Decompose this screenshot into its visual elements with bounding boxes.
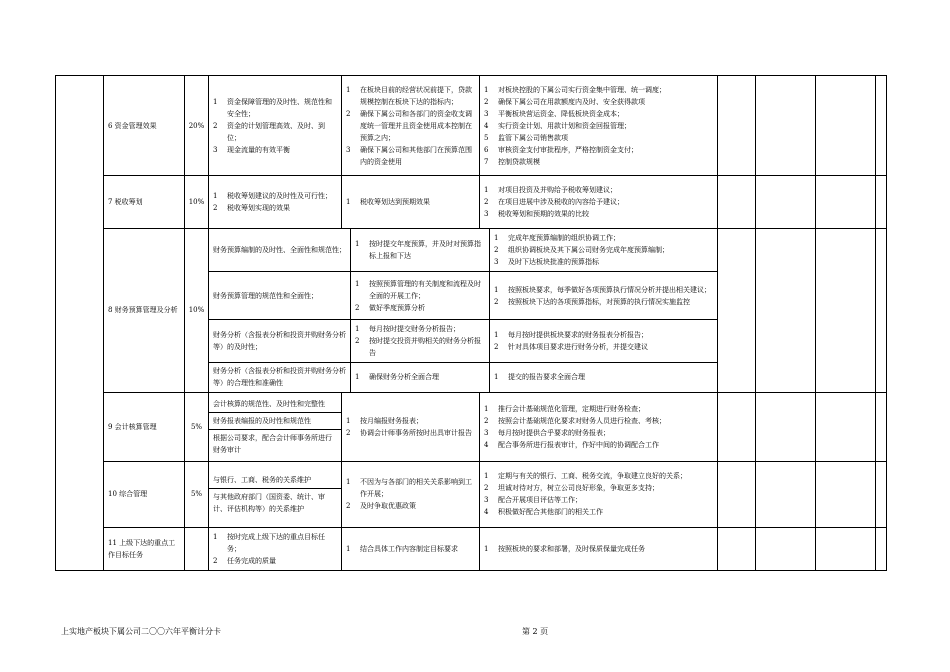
item-text: 按时提交投资并购相关的财务分析报告 <box>369 337 481 357</box>
list-item <box>494 296 713 308</box>
list-item <box>494 341 713 353</box>
list-item <box>355 323 485 335</box>
item-text: 现金流量的有效平衡 <box>227 145 290 154</box>
sub-row <box>209 429 341 458</box>
list-item <box>484 156 713 168</box>
target-list <box>342 540 479 558</box>
item-text: 坦诚对待对方，树立公司良好形象，争取更多支持； <box>498 484 659 492</box>
item-number: 4 <box>484 440 489 449</box>
sub-row <box>209 396 341 413</box>
list-item <box>355 302 485 314</box>
item-text: 组织协调板块及其下属公司财务完成年度预算编制； <box>508 246 669 254</box>
item-number: 1 <box>494 373 499 382</box>
standard-sub-table <box>209 472 341 517</box>
item-number: 2 <box>346 109 351 118</box>
list-item <box>346 476 475 500</box>
measure-cell <box>490 363 718 392</box>
sub-row <box>209 229 717 272</box>
standard-sub-table <box>209 396 341 458</box>
target-list <box>342 473 479 515</box>
standard-text: 财务分析（含报表分析和投资并购财务分析等）的合理性和准确性 <box>209 363 351 392</box>
score-cell-a <box>718 176 756 229</box>
target-list <box>351 368 489 386</box>
standard-list <box>209 93 341 159</box>
scorecard-table <box>55 75 887 571</box>
item-number: 2 <box>494 343 499 351</box>
page-number: 第 2 页 <box>522 627 549 636</box>
list-item <box>484 144 713 156</box>
list-item <box>355 278 485 302</box>
indicator-name: 9 会计核算管理 <box>104 392 185 461</box>
target-cell <box>351 320 490 363</box>
item-text: 做好季度预算分析 <box>369 303 425 312</box>
score-cell-b <box>756 461 816 527</box>
target-list <box>342 193 479 211</box>
item-number: 1 <box>346 416 351 425</box>
list-item <box>346 427 475 439</box>
item-text: 每月按时提交财务分析报告； <box>369 325 460 333</box>
score-cell-b <box>756 176 816 229</box>
score-cell-c <box>816 76 876 176</box>
measure-cell <box>490 272 718 320</box>
measure-cell <box>480 392 718 461</box>
item-number: 2 <box>355 337 360 345</box>
table-row <box>56 229 887 393</box>
item-text: 针对具体项目要求进行财务分析，并提交建议 <box>508 343 648 351</box>
item-number: 2 <box>213 204 218 212</box>
score-cell-d <box>876 527 887 570</box>
item-text: 按照板块的要求和部署，及时保质保量完成任务 <box>498 544 645 553</box>
item-text: 按时完成上级下达的重点目标任务； <box>227 532 325 553</box>
item-text: 资金的计划管理高效、及时、到位； <box>227 121 325 142</box>
standard-text: 会计核算的规范性、及时性和完整性 <box>209 396 341 413</box>
item-text: 按月编报财务报表； <box>360 416 423 425</box>
list-item <box>484 196 713 208</box>
item-text: 结合具体工作内容制定目标要求 <box>360 544 458 553</box>
score-cell-d <box>876 76 887 176</box>
target-list <box>351 275 489 317</box>
list-item <box>355 371 485 383</box>
target-cell <box>342 527 480 570</box>
target-list <box>342 412 479 442</box>
score-cell-c <box>816 176 876 229</box>
list-item <box>484 132 713 144</box>
item-number: 3 <box>494 258 499 266</box>
list-item <box>484 120 713 132</box>
target-cell <box>342 461 480 527</box>
item-number: 3 <box>346 145 351 154</box>
item-text: 每月按时提供板块要求的财务报表分析报告； <box>508 331 648 339</box>
score-cell-c <box>816 461 876 527</box>
score-cell-a <box>718 392 756 461</box>
list-item <box>346 84 475 108</box>
item-number: 1 <box>484 544 489 553</box>
list-item <box>213 120 337 144</box>
score-cell-a <box>718 76 756 176</box>
list-item <box>355 335 485 359</box>
item-number: 1 <box>494 234 499 242</box>
item-text: 监管下属公司销售款项 <box>498 133 568 142</box>
item-text: 税收筹划实现的效果 <box>227 204 290 212</box>
measure-list <box>490 229 717 271</box>
list-item <box>494 284 713 296</box>
indicator-weight <box>185 527 209 570</box>
list-item <box>494 244 713 256</box>
item-text: 按照板块要求，每季做好各项预算执行情况分析并提出相关建议； <box>508 285 711 294</box>
item-text: 在项目进展中涉及税收的內容给予建议； <box>498 198 624 206</box>
table-row <box>56 392 887 461</box>
item-text: 积极做好配合其他部门的相关工作 <box>498 508 603 516</box>
item-text: 及时下达板块批准的预算指标 <box>508 258 599 266</box>
item-number: 2 <box>494 297 499 306</box>
item-number: 3 <box>213 145 218 154</box>
list-item <box>346 543 475 555</box>
item-text: 对板块控股的下属公司实行资金集中管理、统一调度； <box>498 85 666 94</box>
score-cell-c <box>816 392 876 461</box>
standard-text: 财务预算编制的及时性、全面性和规范性； <box>209 229 351 272</box>
item-text: 每月按时提供合乎要求的财务报表； <box>498 428 610 437</box>
item-number: 1 <box>484 85 489 94</box>
measure-cell <box>480 176 718 229</box>
item-text: 确保下属公司在用款额度内及时、安全获得款项 <box>498 97 645 106</box>
list-item <box>213 96 337 120</box>
measure-list <box>480 467 717 521</box>
score-cell-c <box>816 229 876 393</box>
measure-list <box>480 181 717 223</box>
item-number: 7 <box>484 157 489 166</box>
item-text: 任务完成的质量 <box>227 556 276 565</box>
item-number: 6 <box>484 145 489 154</box>
item-number: 4 <box>484 508 489 516</box>
sub-standards <box>209 229 718 393</box>
item-text: 控制贷款规模 <box>498 157 540 166</box>
item-number: 1 <box>484 472 489 480</box>
standard-text: 财务分析（含报表分析和投资并购财务分析等）的及时性； <box>209 320 351 363</box>
item-text: 配合事务所进行报表审计，作好中间的协调配合工作 <box>498 440 659 449</box>
item-text: 提交的报告要求全面合理 <box>508 373 585 382</box>
standard-cell <box>209 392 342 461</box>
list-item <box>484 96 713 108</box>
measure-cell <box>480 461 718 527</box>
item-text: 按照预算管理的有关制度和流程及时全面的开展工作； <box>369 279 481 300</box>
item-number: 2 <box>484 198 489 206</box>
indicator-name: 6 资金管理效果 <box>104 76 185 176</box>
list-item <box>484 482 713 494</box>
item-number: 3 <box>484 496 489 504</box>
list-item <box>484 439 713 451</box>
measure-list <box>480 400 717 454</box>
sub-row <box>209 320 717 363</box>
list-item <box>494 232 713 244</box>
indicator-name: 7 税收筹划 <box>104 176 185 229</box>
target-cell <box>342 176 480 229</box>
standard-text: 财务预算管理的规范性和全面性； <box>209 272 351 320</box>
standard-list <box>209 528 341 570</box>
standard-text: 与其他政府部门（国资委、统计、审计、评估机构等）的关系维护 <box>213 492 325 513</box>
item-text: 平衡板块营运资金、降低板块资金成本； <box>498 109 624 118</box>
sub-row <box>209 363 717 392</box>
list-item <box>484 403 713 415</box>
indicator-name: 10 综合管理 <box>104 461 185 527</box>
measure-cell <box>480 76 718 176</box>
table-row <box>56 76 887 176</box>
target-cell <box>342 392 480 461</box>
list-item <box>355 238 485 262</box>
indicator-weight: 10% <box>185 229 209 393</box>
standard-list <box>209 187 341 217</box>
item-text: 税收筹划建议的及时性及可行性； <box>227 192 332 200</box>
score-cell-d <box>876 229 887 393</box>
item-text: 及时争取优惠政策 <box>360 502 416 510</box>
item-text: 按照会计基础规范化要求对财务人员进行检查、考核； <box>498 416 666 425</box>
item-number: 2 <box>484 484 489 492</box>
score-cell-b <box>756 229 816 393</box>
item-text: 定期与有关的银行、工商、税务交流，争取建立良好的关系； <box>498 472 687 480</box>
item-text: 配合开展项目评估等工作； <box>498 496 582 504</box>
item-number: 2 <box>484 416 489 425</box>
item-number: 3 <box>484 109 489 118</box>
measure-list <box>480 81 717 171</box>
score-cell-d <box>876 392 887 461</box>
standard-cell <box>209 176 342 229</box>
list-item <box>346 144 475 168</box>
item-text: 完成年度预算编制的组织协调工作； <box>508 234 620 242</box>
item-number: 1 <box>346 544 351 553</box>
item-number: 1 <box>355 325 360 333</box>
left-margin-cell <box>56 76 104 571</box>
indicator-weight: 10% <box>185 176 209 229</box>
sub-row <box>209 412 341 429</box>
standard-text: 与银行、工商、税务的关系维护 <box>209 472 341 489</box>
item-text: 实行资金计划、用款计划和资金回报管理； <box>498 121 631 130</box>
item-number: 1 <box>355 279 360 288</box>
item-text: 协调会计师事务所按时出具审计报告 <box>360 428 472 437</box>
score-cell-b <box>756 527 816 570</box>
sub-row <box>209 272 717 320</box>
indicator-name: 11 上级下达的重点工作目标任务 <box>104 527 185 570</box>
item-text: 按照板块下达的各项预算指标，对预算的执行情况实施监控 <box>508 297 690 306</box>
list-item <box>494 371 713 383</box>
list-item <box>213 190 337 202</box>
item-number: 2 <box>484 97 489 106</box>
table-row <box>56 461 887 527</box>
list-item <box>346 415 475 427</box>
item-text: 确保下属公司和其他部门在预算范围内的资金使用 <box>360 145 472 166</box>
list-item <box>213 202 337 214</box>
footer-title: 上实地产板块下属公司二〇〇六年平衡计分卡 <box>61 627 221 636</box>
sub-row <box>209 472 341 489</box>
item-number: 1 <box>355 240 360 248</box>
measure-list <box>490 281 717 311</box>
measure-cell <box>480 527 718 570</box>
item-text: 确保下属公司和各部门的资金收支调度统一管理并且资金使用成本控制在预算之内； <box>360 109 472 142</box>
list-item <box>484 108 713 120</box>
item-number: 1 <box>484 186 489 194</box>
target-cell <box>342 76 480 176</box>
indicator-weight: 20% <box>185 76 209 176</box>
item-number: 1 <box>346 478 351 486</box>
item-text: 对项目投资及并购给予税收筹划建议； <box>498 186 617 194</box>
item-number: 3 <box>484 210 489 218</box>
score-cell-b <box>756 392 816 461</box>
item-number: 1 <box>484 404 489 413</box>
item-text: 按时提交年度预算，并及时对预算指标上报和下达 <box>369 240 481 260</box>
item-number: 2 <box>213 556 218 565</box>
list-item <box>346 196 475 208</box>
score-cell-b <box>756 76 816 176</box>
target-cell <box>351 363 490 392</box>
measure-list <box>480 540 717 558</box>
item-number: 5 <box>484 133 489 142</box>
measure-cell <box>490 320 718 363</box>
target-cell <box>351 229 490 272</box>
list-item <box>484 494 713 506</box>
standard-cell <box>209 76 342 176</box>
item-number: 1 <box>346 198 351 206</box>
list-item <box>213 144 337 156</box>
item-number: 2 <box>346 428 351 437</box>
item-text: 在板块目前的经营状况前提下，贷款规模控制在板块下达的指标内； <box>360 85 472 106</box>
item-text: 不因为与各部门的相关关系影响到工作开展； <box>360 478 472 498</box>
item-number: 1 <box>494 331 499 339</box>
list-item <box>346 108 475 144</box>
item-text: 推行会计基础规范化管理，定期进行财务检查； <box>498 404 645 413</box>
item-number: 1 <box>494 285 499 294</box>
list-item <box>213 531 337 555</box>
item-text: 税收筹划达到预期效果 <box>360 198 430 206</box>
item-number: 1 <box>355 373 360 382</box>
item-number: 1 <box>346 85 351 94</box>
measure-list <box>490 368 717 386</box>
standard-text: 财务报表编报的及时性和规范性 <box>209 412 341 429</box>
list-item <box>484 208 713 220</box>
list-item <box>494 329 713 341</box>
score-cell-a <box>718 527 756 570</box>
target-list <box>351 235 489 265</box>
sub-row <box>209 488 341 517</box>
measure-list <box>490 326 717 356</box>
table-row <box>56 527 887 570</box>
item-number: 3 <box>484 428 489 437</box>
item-number: 1 <box>213 97 218 106</box>
list-item <box>346 500 475 512</box>
item-number: 2 <box>494 246 499 254</box>
standard-cell <box>209 527 342 570</box>
indicator-weight: 5% <box>185 461 209 527</box>
item-number: 2 <box>355 303 360 312</box>
measure-cell <box>490 229 718 272</box>
item-text: 资金保障管理的及时性、规范性和安全性； <box>227 97 332 118</box>
list-item <box>484 543 713 555</box>
item-number: 2 <box>346 502 351 510</box>
target-list <box>351 320 489 362</box>
target-list <box>342 81 479 171</box>
score-cell-d <box>876 461 887 527</box>
score-cell-d <box>876 176 887 229</box>
list-item <box>484 427 713 439</box>
list-item <box>213 555 337 567</box>
item-text: 审核资金支付审批程序，严格控制资金支付； <box>498 145 638 154</box>
table-row <box>56 176 887 229</box>
item-text: 确保财务分析全面合理 <box>369 373 439 382</box>
score-cell-a <box>718 461 756 527</box>
item-number: 2 <box>213 121 218 130</box>
list-item <box>484 84 713 96</box>
list-item <box>484 506 713 518</box>
list-item <box>494 256 713 268</box>
indicator-name: 8 财务预算管理及分析 <box>104 229 185 393</box>
score-cell-c <box>816 527 876 570</box>
item-number: 1 <box>213 192 218 200</box>
list-item <box>484 415 713 427</box>
indicator-weight: 5% <box>185 392 209 461</box>
standard-cell <box>209 461 342 527</box>
list-item <box>484 470 713 482</box>
target-cell <box>351 272 490 320</box>
item-number: 1 <box>213 532 218 541</box>
item-number: 4 <box>484 121 489 130</box>
standard-text: 根据公司要求，配合会计师事务所进行财务审计 <box>213 433 332 454</box>
score-cell-a <box>718 229 756 393</box>
item-text: 税收筹划和预期的效果的比较 <box>498 210 589 218</box>
list-item <box>484 184 713 196</box>
sub-table <box>209 229 717 392</box>
